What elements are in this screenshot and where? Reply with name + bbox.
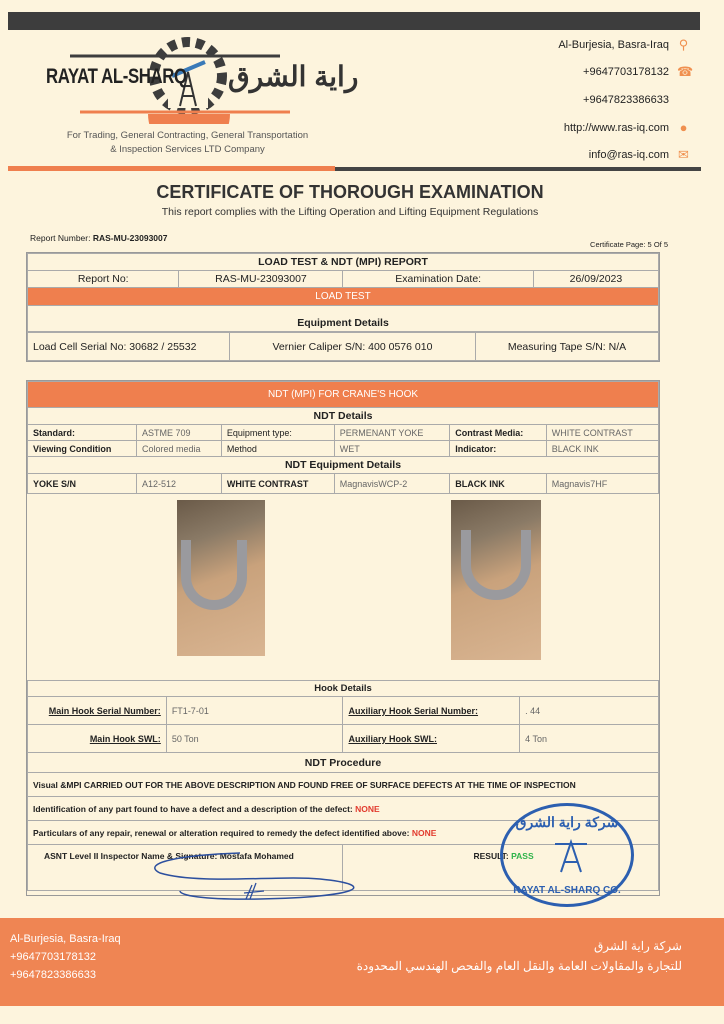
main-swl-value: 50 Ton [166, 725, 343, 753]
stamp-text-ar: شركة راية الشرق [515, 814, 619, 830]
divider [335, 167, 701, 171]
identification-value: NONE [355, 803, 380, 814]
footer-arabic-description: للتجارة والمقاولات العامة والنقل العام والفحص الهندسي المحدودة [356, 959, 682, 973]
cell: ASTME 709 [137, 425, 222, 441]
cell: Viewing Condition [28, 441, 137, 457]
hook-photo-1 [177, 500, 265, 656]
contact-phone-1 [583, 64, 694, 79]
hook-details-heading: Hook Details [28, 681, 659, 697]
exam-date-value: 26/09/2023 [533, 271, 658, 288]
cell: WET [334, 441, 450, 457]
report-no-value: RAS-MU-23093007 [179, 271, 343, 288]
footer-phone-2: +9647823386633 [10, 969, 96, 981]
cell: BLACK INK [546, 441, 658, 457]
main-serial-value: FT1-7-01 [166, 697, 343, 725]
ndt-equipment-heading: NDT Equipment Details [28, 457, 659, 474]
cell: Colored media [137, 441, 222, 457]
aux-swl-label: Auxiliary Hook SWL: [343, 725, 520, 753]
envelope-icon: ✉ [678, 147, 689, 162]
hook-photo-2 [451, 500, 541, 660]
aux-swl-value: 4 Ton [520, 725, 659, 753]
address-text: Al-Burjesia, Basra-Iraq [558, 38, 669, 51]
footer-phone-1: +9647703178132 [10, 951, 96, 963]
cell: YOKE S/N [28, 474, 137, 494]
phone-text: +9647703178132 [583, 65, 669, 78]
location-pin-icon: ⚲ [678, 37, 689, 52]
exam-date-label: Examination Date: [343, 271, 533, 288]
inspector-signature: ASNT Level II Inspector Name & Signature: Mostafa Mohamed [28, 845, 343, 891]
photos-area [27, 494, 659, 680]
cell: Indicator: [450, 441, 546, 457]
equipment-details-heading: Equipment Details [28, 306, 659, 332]
certificate-page: Certificate Page: 5 Of 5 [590, 240, 668, 249]
contact-email[interactable] [589, 148, 690, 161]
result-value: PASS [511, 851, 534, 861]
top-bar [8, 12, 700, 30]
ndt-details-heading: NDT Details [28, 408, 659, 425]
ndt-heading-bar: NDT (MPI) FOR CRANE'S HOOK [28, 382, 659, 408]
tagline-line-1: For Trading, General Contracting, General Transportation [66, 130, 309, 141]
report-number-value: RAS-MU-23093007 [92, 233, 168, 243]
tagline [40, 129, 335, 157]
cell: WHITE CONTRAST [546, 425, 658, 441]
tagline-line-2: & Inspection Services LTD Company [110, 144, 265, 155]
load-test-table [26, 252, 660, 362]
pump-jack-icon [551, 836, 591, 876]
particulars-label: Particulars of any repair, renewal or alteration required to remedy the defect identified above: [33, 827, 410, 838]
phone-icon: ☎ [677, 64, 694, 79]
report-number-label: Report Number: [30, 233, 91, 243]
cell: PERMENANT YOKE [334, 425, 450, 441]
load-test-bar: LOAD TEST [28, 288, 659, 306]
cell: Standard: [28, 425, 137, 441]
identification-label: Identification of any part found to have a defect and a description of the defect: [33, 803, 353, 814]
footer-contact [10, 930, 121, 984]
procedure-text: Visual &MPI CARRIED OUT FOR THE ABOVE DESCRIPTION AND FOUND FREE OF SURFACE DEFECTS AT THE TIME OF INSPECTION [28, 773, 659, 797]
website-link[interactable]: http://www.ras-iq.com [563, 121, 669, 134]
cell: Method [221, 441, 334, 457]
page-title: CERTIFICATE OF THOROUGH EXAMINATION [156, 182, 544, 202]
aux-serial-label: Auxiliary Hook Serial Number: [343, 697, 520, 725]
load-heading: LOAD TEST & NDT (MPI) REPORT [28, 254, 659, 271]
caliper-serial: Vernier Caliper S/N: 400 0576 010 [229, 333, 475, 361]
footer-arabic-name: شركة راية الشرق [593, 939, 682, 953]
report-number [30, 233, 168, 243]
main-swl-label: Main Hook SWL: [28, 725, 167, 753]
phone-text: +9647823386633 [583, 93, 669, 106]
contact-website[interactable] [564, 121, 690, 134]
page-subtitle: This report complies with the Lifting Operation and Lifting Equipment Regulations [161, 206, 539, 218]
main-serial-label: Main Hook Serial Number: [28, 697, 167, 725]
aux-serial-value: . 44 [520, 697, 659, 725]
cell: Contrast Media: [450, 425, 546, 441]
cell: Magnavis7HF [546, 474, 658, 494]
contact-address [558, 38, 690, 51]
result-label: RESULT: [473, 851, 509, 861]
cell: BLACK INK [450, 474, 546, 494]
cell: A12-512 [137, 474, 222, 494]
contact-phone-2 [583, 93, 690, 106]
signature-icon [140, 845, 380, 905]
footer-address: Al-Burjesia, Basra-Iraq [10, 933, 121, 945]
globe-icon: ● [679, 120, 688, 135]
logo-text-en: RAYAT AL-SHARQ [46, 65, 187, 88]
company-stamp [500, 803, 634, 907]
email-link[interactable]: info@ras-iq.com [588, 148, 669, 161]
load-cell-serial: Load Cell Serial No: 30682 / 25532 [28, 333, 230, 361]
cell: Equipment type: [221, 425, 334, 441]
particulars-value: NONE [411, 827, 437, 838]
report-no-label: Report No: [28, 271, 179, 288]
footer [0, 918, 724, 1006]
ndt-procedure-heading: NDT Procedure [28, 753, 659, 773]
logo-text-ar: راية الشرق [228, 61, 359, 92]
divider [8, 166, 335, 171]
cell: MagnavisWCP-2 [334, 474, 450, 494]
measuring-tape-serial: Measuring Tape S/N: N/A [475, 333, 658, 361]
stamp-text-en: RAYAT AL-SHARQ CO. [513, 885, 621, 896]
footer-arabic [357, 936, 682, 976]
cell: WHITE CONTRAST [221, 474, 334, 494]
